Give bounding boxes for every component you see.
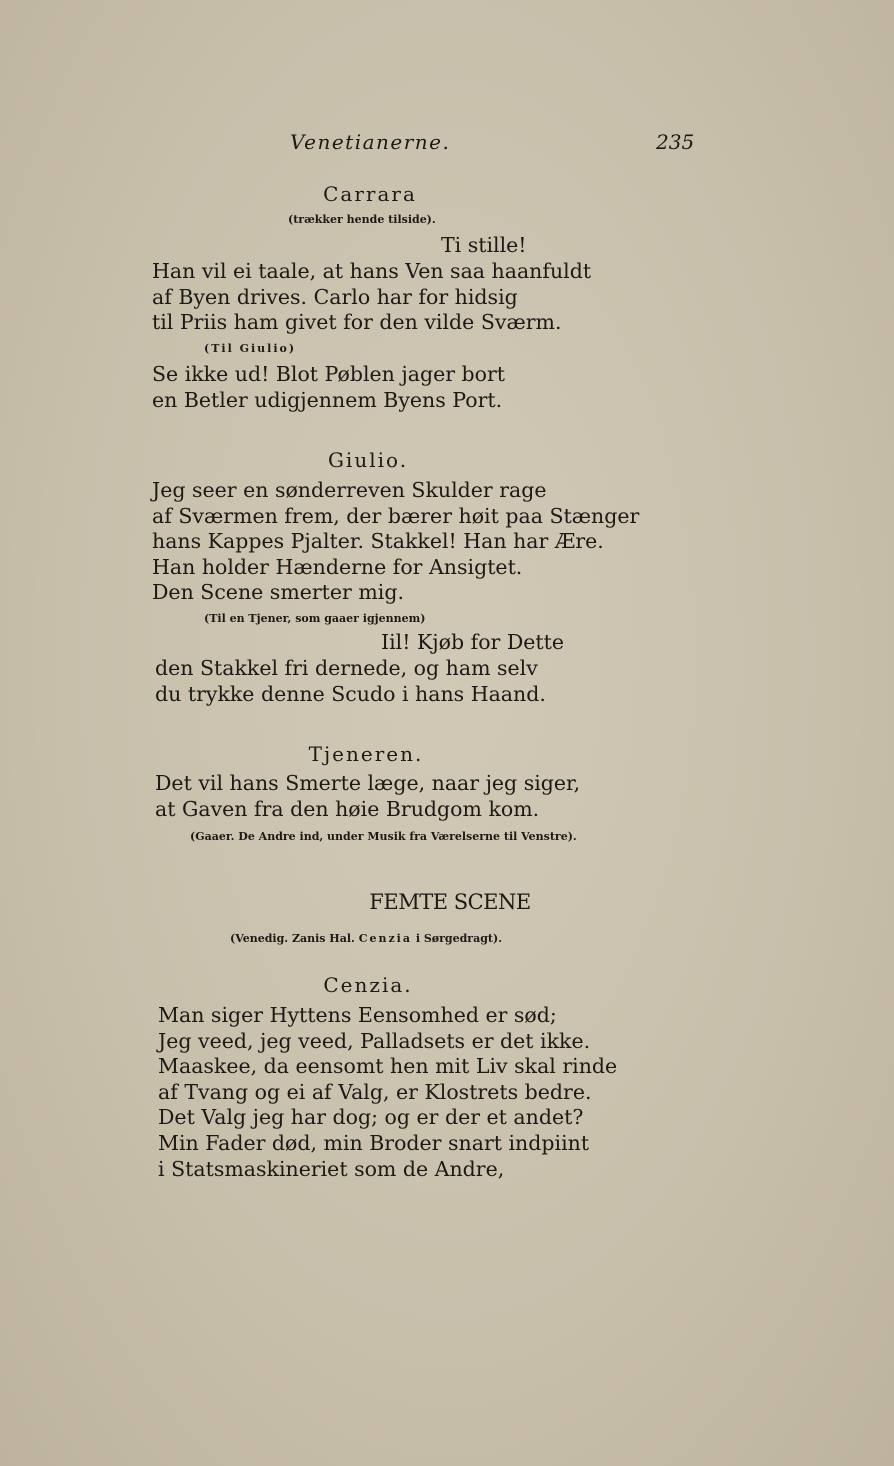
verse-line: Jeg veed, jeg veed, Palladsets er det ikke.: [158, 1028, 591, 1053]
stage-direction: [204, 342, 296, 355]
verse-line: af Tvang og ei af Valg, er Klostrets bedre.: [158, 1079, 592, 1104]
verse-line: Den Scene smerter mig.: [152, 580, 405, 605]
verse-block: [155, 771, 580, 822]
verse-line: Man siger Hyttens Eensomhed er sød;: [158, 1003, 557, 1027]
verse-line: Iil! Kjøb for Dette: [381, 630, 565, 654]
speaker-cenzia: Cenzia.: [323, 973, 413, 997]
verse-block: [152, 362, 505, 413]
stage-text: (Venedig. Zanis Hal.: [230, 932, 355, 945]
verse-block: [152, 259, 591, 336]
verse-line: Jeg seer en sønderreven Skulder rage: [152, 478, 547, 502]
verse-line: du trykke denne Scudo i hans Haand.: [155, 681, 546, 706]
scene-title: FEMTE SCENE: [369, 890, 531, 914]
stage-name: Cenzia: [358, 932, 412, 945]
speaker-tjeneren: Tjeneren.: [308, 742, 424, 766]
verse-line: Han holder Hænderne for Ansigtet.: [152, 554, 523, 579]
verse-line: af Sværmen frem, der bærer høit paa Stænger: [152, 503, 640, 528]
speaker-giulio: Giulio.: [327, 448, 409, 472]
verse-line: en Betler udigjennem Byens Port.: [152, 387, 503, 412]
stage-direction: (trækker hende tilside).: [288, 213, 436, 226]
verse-line: at Gaven fra den høie Brudgom kom.: [155, 796, 540, 821]
stage-direction: (Til en Tjener, som gaaer igjennem): [204, 612, 426, 625]
verse-block: [155, 656, 546, 707]
stage-text: (Til Giulio): [204, 342, 297, 355]
verse-line: til Priis ham givet for den vilde Sværm.: [152, 310, 562, 335]
verse-line: Min Fader død, min Broder snart indpiint: [158, 1130, 590, 1155]
verse-line: af Byen drives. Carlo har for hidsig: [152, 284, 518, 309]
verse-line: Det Valg jeg har dog; og er der et andet?: [158, 1105, 584, 1130]
stage-direction: (Gaaer. De Andre ind, under Musik fra Værelserne til Venstre).: [190, 830, 577, 843]
verse-line: hans Kappes Pjalter. Stakkel! Han har Ære.: [152, 529, 604, 554]
verse-block: [158, 1003, 617, 1182]
running-title: Venetianerne.: [290, 130, 451, 154]
verse-line: Maaskee, da eensomt hen mit Liv skal rinde: [158, 1054, 618, 1079]
scene-stage-direction: [230, 932, 502, 945]
page-number: 235: [656, 130, 695, 154]
speaker-carrara: Carrara: [323, 182, 417, 206]
verse-line: Se ikke ud! Blot Pøblen jager bort: [152, 362, 506, 386]
stage-text: i Sørgedragt).: [415, 932, 503, 945]
verse-line: Det vil hans Smerte læge, naar jeg siger,: [155, 771, 581, 795]
verse-line: i Statsmaskineriet som de Andre,: [158, 1156, 505, 1181]
verse-block: [152, 478, 639, 606]
verse-line: Ti stille!: [441, 233, 527, 257]
verse-line: den Stakkel fri dernede, og ham selv: [155, 656, 538, 680]
verse-line: Han vil ei taale, at hans Ven saa haanfuldt: [152, 259, 592, 283]
